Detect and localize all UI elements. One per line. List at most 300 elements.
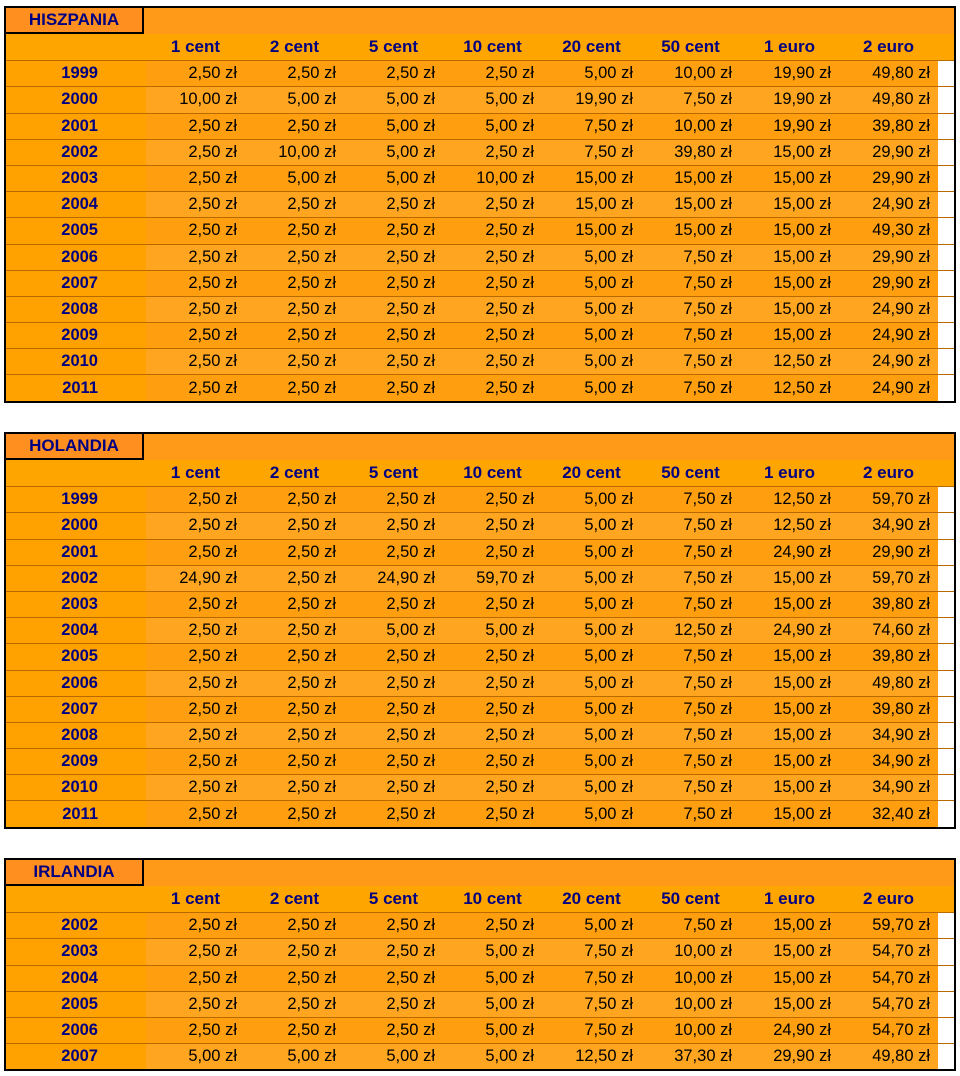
country-table [4,6,956,403]
year-gap [102,540,146,565]
price-cell: 5,00 zł [542,487,641,512]
year-cell: 2005 [6,218,102,243]
year-cell: 2009 [6,323,102,348]
table-row [6,670,954,696]
price-cell: 15,00 zł [740,801,839,826]
price-cell: 39,80 zł [839,697,938,722]
price-cell: 5,00 zł [542,349,641,374]
price-cell: 2,50 zł [146,618,245,643]
price-cell: 5,00 zł [542,775,641,800]
table-row [6,617,954,643]
price-cell: 29,90 zł [740,1044,839,1069]
price-cell: 2,50 zł [245,192,344,217]
year-gap [102,349,146,374]
table-row [6,539,954,565]
year-cell: 2004 [6,618,102,643]
price-cell: 2,50 zł [344,966,443,991]
year-cell: 2002 [6,140,102,165]
price-cell: 29,90 zł [839,540,938,565]
price-cell: 2,50 zł [443,913,542,938]
price-cell: 15,00 zł [740,140,839,165]
country-table [4,432,956,829]
denomination-header: 20 cent [562,463,621,483]
price-cell: 2,50 zł [443,644,542,669]
price-cell: 2,50 zł [245,618,344,643]
denomination-header: 10 cent [463,889,522,909]
price-cell: 5,00 zł [443,1018,542,1043]
table-row [6,486,954,512]
year-gap [102,913,146,938]
year-gap [102,801,146,826]
table-row [6,165,954,191]
table-row [6,774,954,800]
price-cell: 2,50 zł [146,775,245,800]
price-cell: 7,50 zł [641,671,740,696]
price-cell: 24,90 zł [839,323,938,348]
denomination-header: 2 cent [269,37,320,57]
denomination-header: 10 cent [463,463,522,483]
price-cell: 7,50 zł [542,992,641,1017]
denomination-header-row [6,460,954,486]
price-cell: 5,00 zł [542,592,641,617]
year-gap [102,114,146,139]
table-row [6,912,954,938]
price-cell: 2,50 zł [146,192,245,217]
price-cell: 7,50 zł [641,540,740,565]
price-cell: 15,00 zł [542,192,641,217]
price-cell: 15,00 zł [740,697,839,722]
price-cell: 2,50 zł [443,671,542,696]
price-cell: 15,00 zł [740,297,839,322]
price-cell: 5,00 zł [344,1044,443,1069]
year-gap [102,671,146,696]
price-cell: 10,00 zł [641,966,740,991]
table-row [6,722,954,748]
price-cell: 2,50 zł [245,61,344,86]
year-gap [102,566,146,591]
denomination-header: 1 euro [763,889,816,909]
year-cell: 2005 [6,992,102,1017]
denomination-header: 2 euro [862,463,915,483]
price-cell: 2,50 zł [344,218,443,243]
price-cell: 34,90 zł [839,723,938,748]
price-cell: 10,00 zł [641,114,740,139]
price-cell: 2,50 zł [443,540,542,565]
price-cell: 2,50 zł [245,775,344,800]
price-cell: 2,50 zł [146,697,245,722]
price-cell: 2,50 zł [344,349,443,374]
year-cell: 2000 [6,87,102,112]
denomination-header: 5 cent [368,37,419,57]
price-cell: 2,50 zł [146,644,245,669]
year-gap [102,618,146,643]
price-cell: 5,00 zł [443,1044,542,1069]
price-cell: 2,50 zł [344,671,443,696]
year-cell: 2006 [6,1018,102,1043]
price-cell: 59,70 zł [839,566,938,591]
price-cell: 5,00 zł [344,140,443,165]
price-cell: 2,50 zł [146,349,245,374]
price-cell: 39,80 zł [839,644,938,669]
price-cell: 15,00 zł [740,671,839,696]
price-cell: 59,70 zł [839,913,938,938]
table-row [6,965,954,991]
price-cell: 24,90 zł [839,192,938,217]
price-cell: 2,50 zł [245,992,344,1017]
year-cell: 1999 [6,487,102,512]
price-cell: 2,50 zł [245,644,344,669]
country-name: HISZPANIA [4,6,144,34]
price-cell: 39,80 zł [641,140,740,165]
price-cell: 2,50 zł [245,801,344,826]
price-cell: 2,50 zł [245,487,344,512]
price-cell: 2,50 zł [443,218,542,243]
price-cell: 12,50 zł [641,618,740,643]
price-cell: 2,50 zł [344,323,443,348]
price-cell: 34,90 zł [839,775,938,800]
price-cell: 2,50 zł [344,749,443,774]
price-cell: 7,50 zł [641,297,740,322]
price-cell: 2,50 zł [245,271,344,296]
denomination-header: 50 cent [661,463,720,483]
price-cell: 2,50 zł [245,566,344,591]
year-gap [102,513,146,538]
price-cell: 2,50 zł [344,992,443,1017]
price-cell: 54,70 zł [839,1018,938,1043]
price-cell: 2,50 zł [146,939,245,964]
denomination-header: 1 cent [170,37,221,57]
table-row [6,1017,954,1043]
year-gap [102,1044,146,1069]
price-cell: 2,50 zł [245,671,344,696]
year-gap [102,140,146,165]
price-cell: 10,00 zł [641,61,740,86]
price-cell: 12,50 zł [740,375,839,400]
price-cell: 2,50 zł [245,375,344,400]
price-cell: 15,00 zł [740,966,839,991]
price-cell: 5,00 zł [542,566,641,591]
price-cell: 7,50 zł [542,939,641,964]
price-cell: 2,50 zł [344,644,443,669]
table-row [6,113,954,139]
price-cell: 34,90 zł [839,513,938,538]
price-cell: 74,60 zł [839,618,938,643]
price-cell: 2,50 zł [245,297,344,322]
price-cell: 49,30 zł [839,218,938,243]
price-cell: 2,50 zł [443,192,542,217]
price-cell: 15,00 zł [740,644,839,669]
price-cell: 2,50 zł [146,245,245,270]
price-cell: 7,50 zł [641,913,740,938]
table-row [6,800,954,826]
price-cell: 5,00 zł [443,939,542,964]
year-gap [102,271,146,296]
year-gap [102,192,146,217]
year-cell: 2004 [6,192,102,217]
table-row [6,374,954,400]
price-cell: 10,00 zł [443,166,542,191]
denomination-header: 1 cent [170,889,221,909]
price-cell: 2,50 zł [245,323,344,348]
table-row [6,86,954,112]
price-cell: 7,50 zł [542,966,641,991]
table-row [6,565,954,591]
price-cell: 15,00 zł [740,992,839,1017]
price-cell: 2,50 zł [245,218,344,243]
price-cell: 2,50 zł [146,271,245,296]
price-cell: 2,50 zł [146,749,245,774]
price-cell: 2,50 zł [245,723,344,748]
price-cell: 32,40 zł [839,801,938,826]
year-cell: 2007 [6,271,102,296]
year-gap [102,723,146,748]
price-cell: 49,80 zł [839,61,938,86]
denomination-header: 1 euro [763,37,816,57]
table-row [6,512,954,538]
price-cell: 2,50 zł [146,801,245,826]
year-cell: 2006 [6,245,102,270]
year-cell: 2007 [6,1044,102,1069]
price-cell: 2,50 zł [443,375,542,400]
year-gap [102,323,146,348]
country-name: IRLANDIA [4,858,144,886]
price-cell: 2,50 zł [146,992,245,1017]
price-cell: 29,90 zł [839,245,938,270]
price-cell: 2,50 zł [146,61,245,86]
price-cell: 12,50 zł [542,1044,641,1069]
price-cell: 19,90 zł [542,87,641,112]
price-cell: 2,50 zł [443,61,542,86]
year-gap [102,966,146,991]
year-cell: 2006 [6,671,102,696]
year-cell: 2008 [6,723,102,748]
price-cell: 2,50 zł [146,671,245,696]
denomination-header: 20 cent [562,37,621,57]
price-cell: 2,50 zł [443,297,542,322]
price-cell: 5,00 zł [542,671,641,696]
price-cell: 2,50 zł [344,801,443,826]
price-cell: 54,70 zł [839,939,938,964]
price-cell: 2,50 zł [344,592,443,617]
denomination-header: 20 cent [562,889,621,909]
price-cell: 5,00 zł [245,166,344,191]
price-cell: 5,00 zł [344,618,443,643]
year-gap [102,775,146,800]
price-cell: 15,00 zł [641,218,740,243]
price-cell: 29,90 zł [839,166,938,191]
price-cell: 39,80 zł [839,114,938,139]
price-cell: 10,00 zł [641,939,740,964]
year-gap [102,218,146,243]
price-cell: 7,50 zł [641,487,740,512]
price-cell: 2,50 zł [245,966,344,991]
price-cell: 5,00 zł [344,166,443,191]
price-cell: 5,00 zł [146,1044,245,1069]
price-cell: 7,50 zł [542,1018,641,1043]
table-row [6,643,954,669]
price-cell: 7,50 zł [641,697,740,722]
title-fill [144,858,956,886]
price-cell: 24,90 zł [740,540,839,565]
price-cell: 2,50 zł [344,271,443,296]
price-cell: 5,00 zł [344,87,443,112]
year-cell: 2010 [6,349,102,374]
price-cell: 5,00 zł [443,87,542,112]
price-cell: 7,50 zł [641,87,740,112]
price-cell: 29,90 zł [839,271,938,296]
header-spacer [6,460,146,486]
price-cell: 5,00 zł [542,801,641,826]
price-cell: 2,50 zł [245,1018,344,1043]
price-cell: 2,50 zł [443,592,542,617]
table-row [6,244,954,270]
price-cell: 7,50 zł [641,644,740,669]
price-cell: 2,50 zł [245,939,344,964]
price-cell: 2,50 zł [245,245,344,270]
price-cell: 15,00 zł [542,218,641,243]
country-table [4,858,956,1071]
price-cell: 15,00 zł [740,723,839,748]
table-row [6,296,954,322]
year-gap [102,939,146,964]
price-cell: 2,50 zł [443,697,542,722]
price-cell: 2,50 zł [146,114,245,139]
price-cell: 15,00 zł [641,166,740,191]
price-cell: 19,90 zł [740,114,839,139]
denomination-header: 5 cent [368,463,419,483]
price-cell: 2,50 zł [146,1018,245,1043]
year-gap [102,487,146,512]
price-grid [4,460,956,829]
year-gap [102,644,146,669]
price-cell: 2,50 zł [443,271,542,296]
year-gap [102,245,146,270]
price-cell: 5,00 zł [542,618,641,643]
price-cell: 5,00 zł [542,61,641,86]
year-cell: 2003 [6,939,102,964]
price-cell: 5,00 zł [443,114,542,139]
price-cell: 10,00 zł [245,140,344,165]
price-cell: 2,50 zł [146,140,245,165]
year-cell: 2003 [6,592,102,617]
year-cell: 2008 [6,297,102,322]
year-cell: 2001 [6,114,102,139]
year-cell: 2009 [6,749,102,774]
price-cell: 2,50 zł [146,297,245,322]
price-cell: 7,50 zł [542,114,641,139]
price-cell: 7,50 zł [641,375,740,400]
year-gap [102,592,146,617]
price-cell: 5,00 zł [542,245,641,270]
denomination-header: 2 cent [269,889,320,909]
price-cell: 7,50 zł [641,723,740,748]
price-cell: 7,50 zł [542,140,641,165]
price-cell: 2,50 zł [443,487,542,512]
year-cell: 2002 [6,566,102,591]
title-fill [144,6,956,34]
price-cell: 54,70 zł [839,992,938,1017]
price-cell: 5,00 zł [542,375,641,400]
price-cell: 2,50 zł [344,723,443,748]
year-cell: 2010 [6,775,102,800]
price-cell: 2,50 zł [245,349,344,374]
price-cell: 5,00 zł [443,992,542,1017]
price-cell: 24,90 zł [839,375,938,400]
price-cell: 2,50 zł [443,140,542,165]
price-cell: 5,00 zł [344,114,443,139]
price-cell: 2,50 zł [344,61,443,86]
price-cell: 49,80 zł [839,1044,938,1069]
price-cell: 2,50 zł [245,697,344,722]
denomination-header: 5 cent [368,889,419,909]
price-cell: 5,00 zł [542,697,641,722]
table-row [6,696,954,722]
price-cell: 19,90 zł [740,61,839,86]
price-cell: 5,00 zł [245,87,344,112]
price-cell: 24,90 zł [344,566,443,591]
year-cell: 2011 [6,375,102,400]
denomination-header: 50 cent [661,37,720,57]
table-row [6,322,954,348]
price-cell: 2,50 zł [245,540,344,565]
year-cell: 1999 [6,61,102,86]
price-cell: 2,50 zł [443,801,542,826]
denomination-header: 2 euro [862,37,915,57]
price-cell: 7,50 zł [641,349,740,374]
price-cell: 5,00 zł [443,966,542,991]
price-cell: 2,50 zł [245,749,344,774]
year-cell: 2000 [6,513,102,538]
year-gap [102,87,146,112]
year-gap [102,1018,146,1043]
table-row [6,270,954,296]
price-cell: 7,50 zł [641,775,740,800]
price-cell: 10,00 zł [641,1018,740,1043]
price-cell: 2,50 zł [443,349,542,374]
title-fill [144,432,956,460]
price-cell: 15,00 zł [740,749,839,774]
table-row [6,748,954,774]
price-cell: 7,50 zł [641,245,740,270]
price-cell: 2,50 zł [344,939,443,964]
price-cell: 59,70 zł [839,487,938,512]
price-cell: 19,90 zł [740,87,839,112]
price-cell: 54,70 zł [839,966,938,991]
price-cell: 2,50 zł [245,913,344,938]
price-cell: 15,00 zł [740,323,839,348]
price-cell: 5,00 zł [542,540,641,565]
price-cell: 29,90 zł [839,140,938,165]
price-cell: 2,50 zł [146,513,245,538]
price-cell: 24,90 zł [740,1018,839,1043]
price-cell: 15,00 zł [740,192,839,217]
country-name: HOLANDIA [4,432,144,460]
price-cell: 7,50 zł [641,592,740,617]
price-cell: 2,50 zł [344,913,443,938]
denomination-header: 2 euro [862,889,915,909]
price-cell: 2,50 zł [443,775,542,800]
price-cell: 5,00 zł [542,723,641,748]
year-gap [102,297,146,322]
price-cell: 5,00 zł [542,913,641,938]
denomination-header: 1 euro [763,463,816,483]
price-cell: 2,50 zł [443,245,542,270]
price-grid [4,886,956,1071]
price-cell: 7,50 zł [641,801,740,826]
price-cell: 7,50 zł [641,566,740,591]
price-cell: 15,00 zł [542,166,641,191]
price-cell: 7,50 zł [641,323,740,348]
